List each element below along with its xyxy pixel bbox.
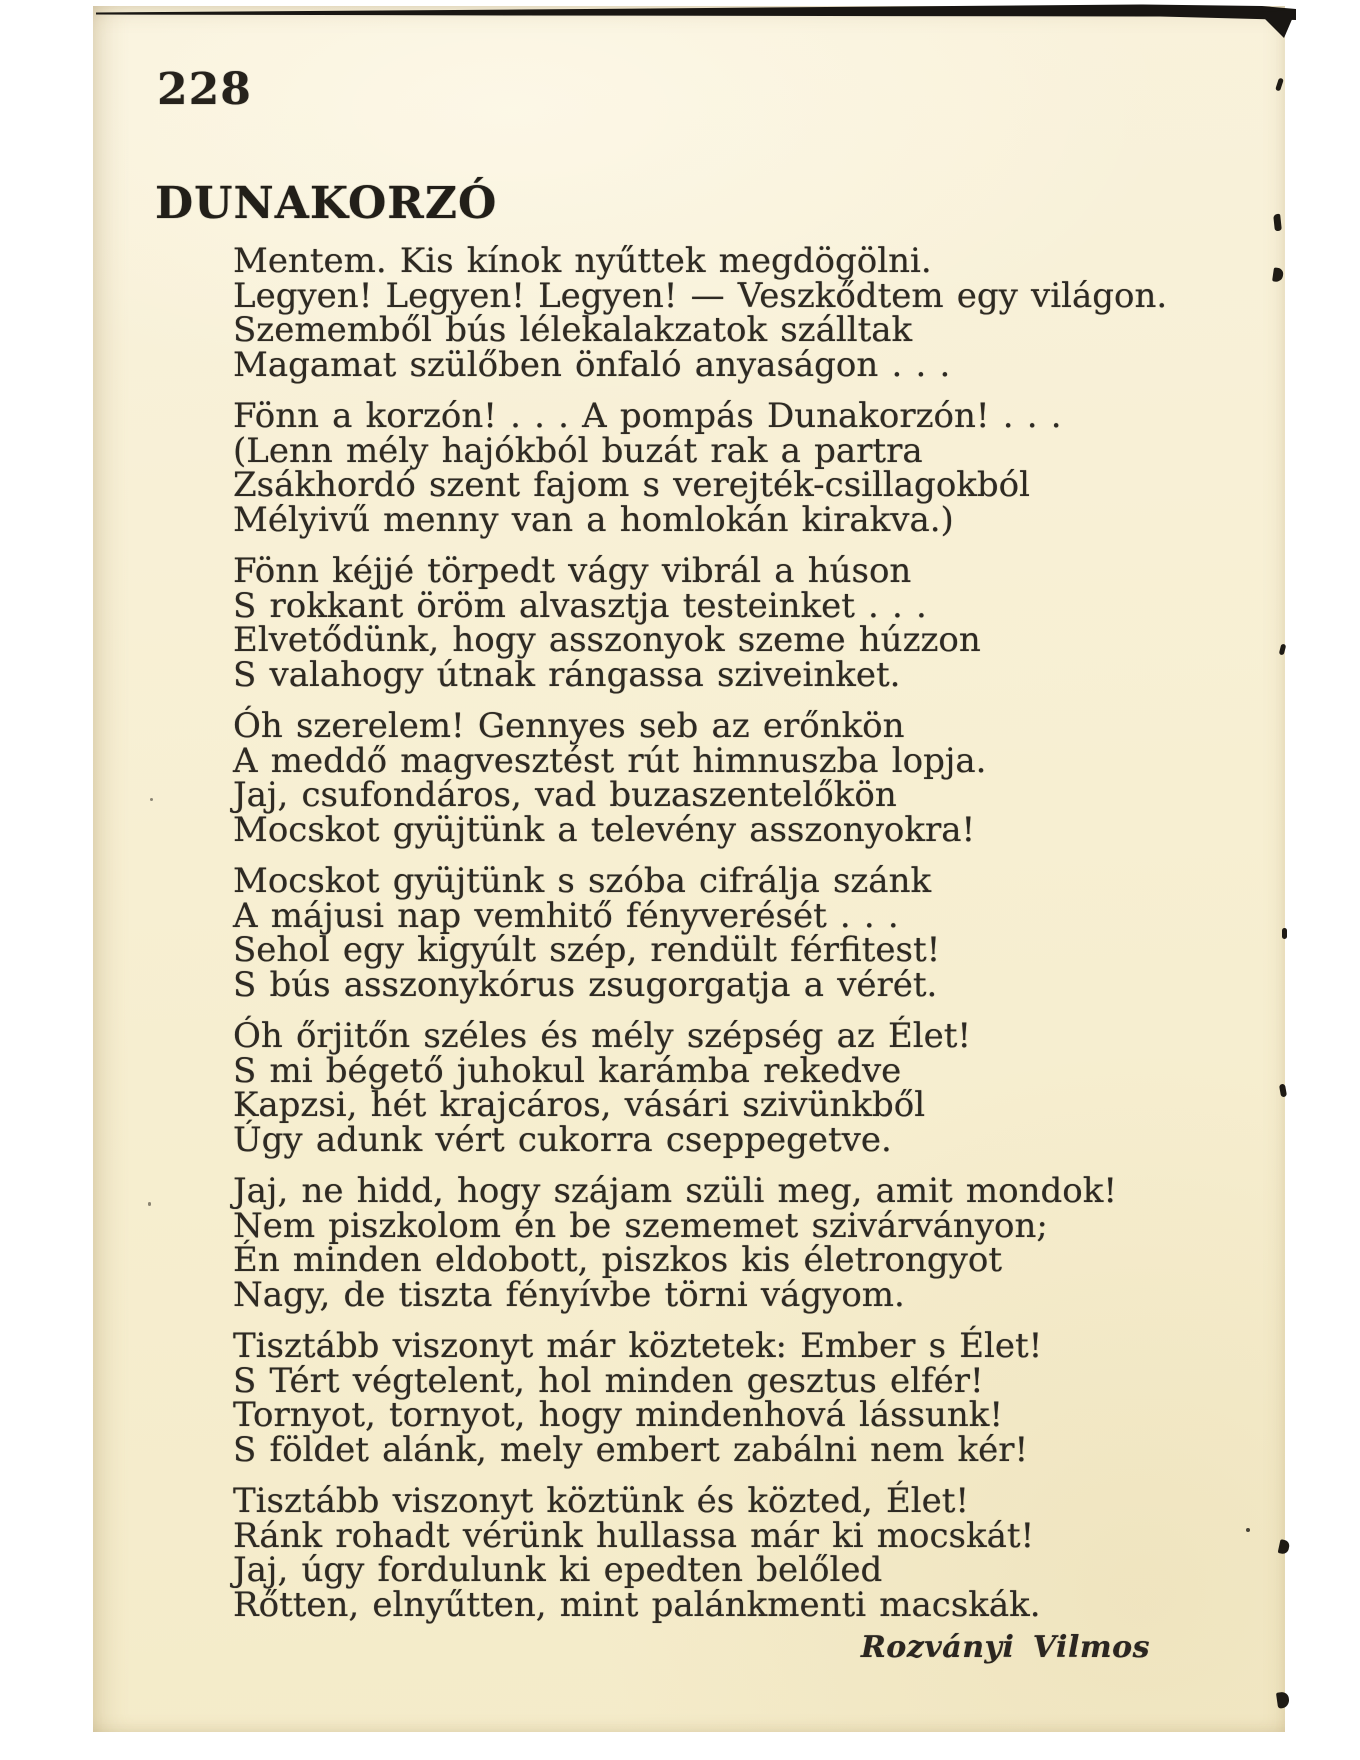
page-number: 228 [157,64,252,115]
poem-line: (Lenn mély hajókból buzát rak a partra [233,430,923,471]
poem-stanza [233,1481,1243,1625]
poem-line: Úgy adunk vért cukorra cseppegetve. [233,1119,892,1160]
poem-line: Zsákhordó szent fajom s verejték-csillagokból [233,465,1030,505]
author-signature: Rozványi Vilmos [860,1630,1150,1665]
scan-top-edge-shadow [0,0,1360,48]
poem-line: Óh szerelem! Gennyes seb az erőnkön [233,706,905,746]
ink-speck [1246,1528,1250,1532]
ink-speck [1279,1084,1287,1098]
poem-stanza [233,1016,1243,1160]
poem-stanza [233,551,1243,695]
poem-line: Mélyivű menny van a homlokán kirakva.) [233,499,954,540]
ink-speck [1278,1539,1291,1555]
poem-line: Jaj, csufondáros, vad buzaszentelőkön [233,775,897,815]
poem-stanza [233,241,1243,385]
poem-line: Legyen! Legyen! Legyen! — Veszkődtem egy világon. [233,275,1168,316]
poem-body [233,241,1243,1639]
ink-speck [150,798,153,801]
poem-line: S bús asszonykórus zsugorgatja a vérét. [233,964,938,1005]
poem-stanza [233,1326,1243,1470]
poem-line: Tisztább viszonyt már köztetek: Ember s Élet! [233,1326,1043,1366]
poem-line: Tornyot, tornyot, hogy mindenhová lássunk! [233,1395,1004,1435]
ink-speck [1279,644,1287,656]
poem-line: Kapzsi, hét krajcáros, vásári szivünkből [233,1085,926,1125]
poem-line: Fönn a korzón! . . . A pompás Dunakorzón! . . . [233,396,1062,436]
poem-line: Én minden eldobott, piszkos kis életrongyot [233,1240,1002,1280]
poem-line: Magamat szülőben önfaló anyaságon . . . [233,344,951,385]
poem-stanza [233,396,1243,540]
poem-line: Mentem. Kis kínok nyűttek megdögölni. [233,241,932,281]
poem-stanza [233,706,1243,850]
poem-line: Tisztább viszonyt köztünk és közted, Élet! [233,1481,970,1521]
poem-line: Fönn kéjjé törpedt vágy vibrál a húson [233,551,912,591]
ink-speck [1276,1691,1290,1709]
poem-line: Óh őrjitőn széles és mély szépség az Élet! [233,1016,972,1056]
poem-line: Rőtten, elnyűtten, mint palánkmenti macskák. [233,1584,1041,1625]
poem-line: Jaj, úgy fordulunk ki epedten belőled [233,1550,883,1590]
poem-line: Szememből bús lélekalakzatok szálltak [233,310,913,350]
poem-line: Jaj, ne hidd, hogy szájam szüli meg, amit mondok! [233,1171,1117,1211]
poem-line: Sehol egy kigyúlt szép, rendült férfitest! [233,930,941,970]
poem-line: S valahogy útnak rángassa sziveinket. [233,654,901,695]
poem-stanza [233,1171,1243,1315]
poem-line: Nem piszkolom én be szememet szivárványon; [233,1205,1048,1246]
ink-speck [1282,928,1287,939]
poem-line: A májusi nap vemhitő fényverését . . . [233,895,899,936]
poem-line: Ránk rohadt vérünk hullassa már ki mocskát! [233,1515,1035,1556]
poem-line: Elvetődünk, hogy asszonyok szeme húzzon [233,620,981,660]
poem-line: Mocskot gyüjtünk s szóba cifrálja szánk [233,861,932,901]
poem-line: Nagy, de tiszta fényívbe törni vágyom. [233,1274,905,1315]
poem-line: S rokkant öröm alvasztja testeinket . . . [233,585,927,626]
book-page [93,6,1285,1732]
ink-speck [148,1202,151,1206]
poem-stanza [233,861,1243,1005]
poem-title: DUNAKORZÓ [155,178,498,229]
poem-line: Mocskot gyüjtünk a televény asszonyokra! [233,809,976,850]
poem-line: S Tért végtelent, hol minden gesztus elfér! [233,1360,984,1401]
poem-line: A meddő magvesztést rút himnuszba lopja. [233,740,987,781]
poem-line: S mi bégető juhokul karámba rekedve [233,1050,902,1091]
poem-line: S földet alánk, mely embert zabálni nem kér! [233,1429,1029,1470]
